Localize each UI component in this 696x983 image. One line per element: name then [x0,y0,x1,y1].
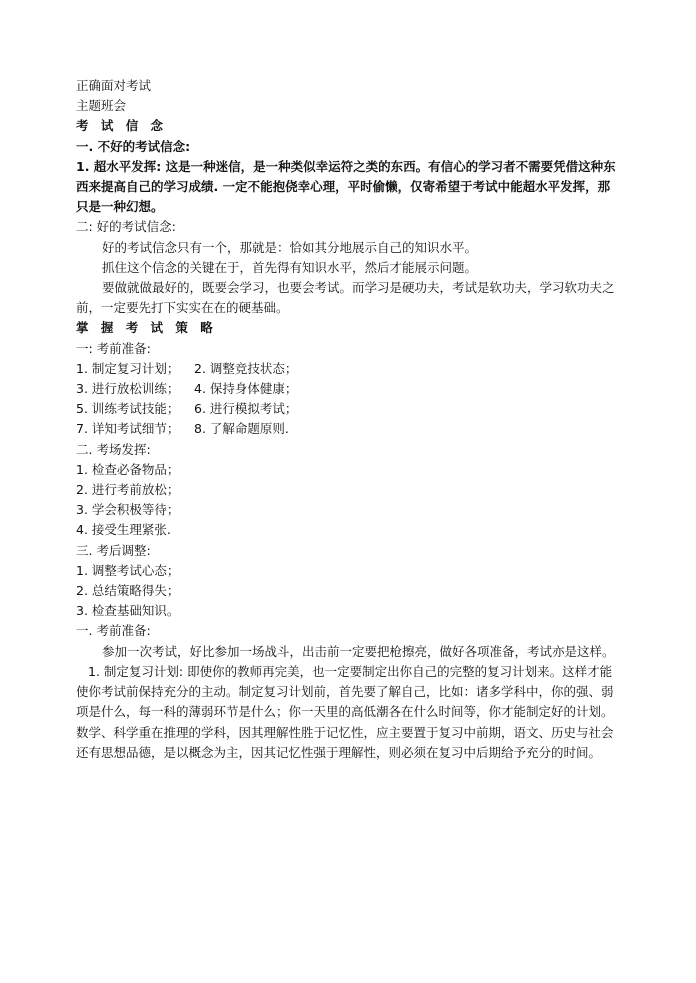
good-beliefs-heading: 二: 好的考试信念: [76,219,176,235]
doc-title: 正确面对考试 [76,78,152,93]
document-page [76,76,622,763]
good-beliefs-p2: 抓住这个信念的关键在于，首先得有知识水平，然后才能展示问题。 [102,259,478,275]
exam-item: 3. 学会积极等待； [76,502,180,518]
doc-subtitle: 主题班会 [76,98,127,114]
prep-heading: 一: 考前准备: [76,340,151,356]
prep-row [76,419,622,439]
prep-item: 6. 进行模拟考试； [194,401,298,417]
prep2-p1: 参加一次考试，好比参加一场战斗，出击前一定要把枪擦亮，做好各项准备，考试亦是这样。 [102,643,615,659]
prep-item: 3. 进行放松训练； [76,381,180,397]
good-beliefs-p3: 要做就做最好的，既要会学习，也要会考试。而学习是硬功夫，考试是软功夫，学习软功夫之前，一定要先打下实实在在的硬基础。 [76,280,615,316]
after-item: 1. 调整考试心态； [76,562,180,578]
prep-item: 1. 制定复习计划； [76,360,180,376]
prep2-heading: 一. 考前准备: [76,623,151,639]
exam-item: 4. 接受生理紧张. [76,522,171,538]
section-heading-beliefs: 考 试 信 念 [76,118,168,134]
section-heading-strategy: 掌 握 考 试 策 略 [76,320,217,336]
good-beliefs-p1: 好的考试信念只有一个，那就是：恰如其分地展示自己的知识水平。 [102,239,478,255]
after-item: 2. 总结策略得失； [76,583,180,599]
prep-item: 7. 详知考试细节； [76,421,180,437]
prep-item: 8. 了解命题原则. [194,421,289,437]
prep-item: 5. 训练考试技能； [76,401,180,417]
prep-row [76,399,622,419]
prep-row [76,379,622,399]
after-heading: 三. 考后调整: [76,542,151,558]
bad-beliefs-heading: 一. 不好的考试信念: [76,138,191,154]
prep-row [76,359,622,379]
bad-beliefs-text: 1. 超水平发挥: 这是一种迷信，是一种类似幸运符之类的东西。有信心的学习者不需要凭借这种东西来提高自己的学习成绩. 一定不能抱侥幸心理，平时偷懒，仅寄希望于考试中能超水平发挥，那只是一种幻想。 [76,158,616,215]
prep-item: 2. 调整竞技状态； [194,360,298,376]
prep-item: 4. 保持身体健康； [194,381,298,397]
prep2-p2: 1. 制定复习计划: 即使你的教师再完美，也一定要制定出你自己的完整的复习计划来。这样才能使你考试前保持充分的主动。制定复习计划前，首先要了解自己，比如：诸多学科中，你的强、弱项是什么，每一科的薄弱环节是什么；你一天里的高低潮各在什么时间等，你才能制定好的计划。数学、科学重在推理的学科，因其理解性胜于记忆性，应主要置于复习中前期，语文、历史与社会还有思想品德，是以概念为主，因其记忆性强于理解性，则必须在复习中后期给予充分的时间。 [76,663,614,760]
after-item: 3. 检查基础知识。 [76,603,180,619]
exam-heading: 二. 考场发挥: [76,441,151,457]
exam-item: 1. 检查必备物品； [76,461,180,477]
exam-item: 2. 进行考前放松； [76,482,180,498]
